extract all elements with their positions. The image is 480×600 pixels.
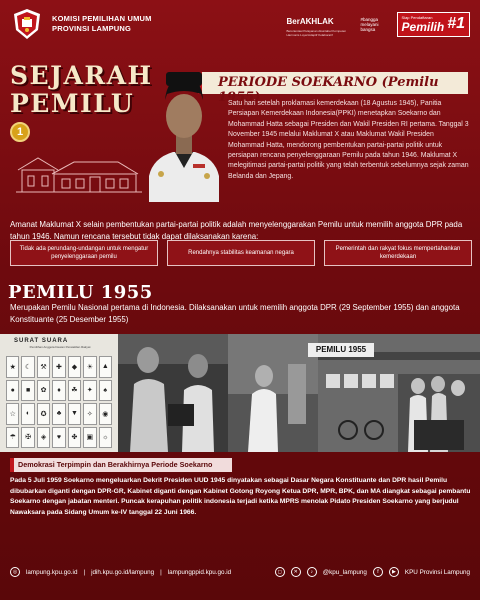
pemilu-number-one-logo	[397, 12, 470, 37]
party-symbol-icon: ♦	[52, 380, 65, 402]
party-symbol-icon: ▣	[83, 427, 96, 449]
demokrasi-body-text: Pada 5 Juli 1959 Soekarno mengeluarkan Dekrit Presiden UUD 1945 dinyatakan sebagai Dasar Negara Konstituante dan DPR hasil Pemilu dibubarkan diganti dengan DPR-GR, Kabinet diganti dengan Kabinet Gotong Royong Ketua DPR, MPR, BPK, dan MA diangkat sebagai pembantu Soekarno dengan jabatan menteri. Puncak kerapuhan politik indonesia terjadi ketika MPRS menolak Pidato Presiden Soekarno yang berjudul Nawaksara pada Sidang Umum ke-IV tanggal 22 Juni 1966.	[10, 477, 471, 516]
party-symbol-icon: ◐	[21, 403, 34, 425]
party-symbol-icon: ◆	[68, 356, 81, 378]
party-symbol-icon: ☂	[6, 427, 19, 449]
pemilu-1955-sign: PEMILU 1955	[308, 343, 374, 357]
tiktok-icon[interactable]: ♪	[307, 567, 317, 577]
pemilu-1955-body-text: Merupakan Pemilu Nasional pertama di Indonesia. Dilaksanakan untuk memilih anggota DPR (29 September 1955) dan anggota Konstituante (25 Desember 1955)	[10, 303, 460, 324]
party-symbol-icon: ☾	[21, 356, 34, 378]
title-line-2: PEMILU	[10, 89, 135, 118]
party-symbol-icon: ■	[21, 380, 34, 402]
pemilu1-big-text: Pemilih	[401, 19, 445, 34]
facebook-icon[interactable]: f	[373, 567, 383, 577]
section-number-badge: 1	[10, 122, 30, 142]
youtube-icon[interactable]: ▶	[389, 567, 399, 577]
title-line-1: SEJARAH	[10, 61, 153, 90]
party-symbol-icon: ✧	[83, 403, 96, 425]
reasons-list	[10, 240, 472, 268]
soekarno-portrait	[145, 64, 223, 202]
party-symbol-icon: ☘	[68, 380, 81, 402]
party-symbol-icon: ✤	[68, 427, 81, 449]
footer-divider: |	[160, 568, 162, 576]
party-symbol-icon: ★	[6, 356, 19, 378]
party-symbol-icon: ✠	[21, 427, 34, 449]
party-symbol-icon: ✦	[83, 380, 96, 402]
globe-icon: ◎	[10, 567, 20, 577]
pemilu-1955-heading: PEMILU 1955	[8, 282, 153, 303]
party-symbol-icon: ♠	[99, 380, 112, 402]
footer-link-site3[interactable]: lampungppid.kpu.go.id	[167, 568, 232, 576]
party-symbol-icon: ✿	[37, 380, 50, 402]
historical-photo-strip	[0, 334, 480, 452]
footer	[0, 556, 480, 588]
party-symbol-icon: ☆	[6, 403, 19, 425]
instagram-icon[interactable]: ◻	[275, 567, 285, 577]
amanat-text: Amanat Maklumat X selain pembentukan partai-partai politik adalah menyelenggarakan Pemilu untuk memilih anggota DPR pada tahun 1946. Namun rencana tersebut tidak dapat dilaksanakan karena:	[10, 220, 463, 241]
berakhlak-subtext: Berorientasi Pelayanan Akuntabel Kompeten Harmonis Loyal Adaptif Kolaboratif	[286, 29, 347, 37]
kpu-building-illustration	[14, 148, 144, 194]
party-symbol-icon: ●	[6, 380, 19, 402]
ballot-party-symbols	[6, 356, 112, 448]
org-line-1: KOMISI PEMILIHAN UMUM	[52, 14, 152, 23]
footer-social-handle[interactable]: @kpu_lampung	[322, 568, 367, 576]
party-symbol-icon: ♣	[52, 403, 65, 425]
footer-divider: |	[83, 568, 86, 576]
voting-scene-photos	[118, 334, 480, 452]
page-title	[10, 62, 153, 118]
header	[0, 0, 480, 48]
x-twitter-icon[interactable]: ✕	[291, 567, 301, 577]
party-symbol-icon: ✪	[37, 403, 50, 425]
reason-box: Tidak ada perundang-undangan untuk mengatur penyelenggaraan pemilu	[10, 240, 158, 266]
party-symbol-icon: ☼	[99, 427, 112, 449]
pemilu1-number: #1	[447, 15, 465, 32]
party-symbol-icon: ☀	[83, 356, 96, 378]
party-symbol-icon: ▲	[99, 356, 112, 378]
footer-page-name[interactable]: KPU Provinsi Lampung	[404, 568, 470, 576]
party-symbol-icon: ✚	[52, 356, 65, 378]
organization-name	[52, 14, 152, 34]
party-symbol-icon: ◈	[37, 427, 50, 449]
bangga-melayani-text: #bangga melayani bangsa	[360, 16, 379, 32]
reason-box: Rendahnya stabilitas keamanan negara	[167, 240, 315, 266]
footer-link-site2[interactable]: jdih.kpu.go.id/lampung	[91, 568, 155, 576]
demokrasi-heading: Demokrasi Terpimpin dan Berakhirnya Periode Soekarno	[10, 458, 232, 472]
berakhlak-text: BerAKHLAK	[286, 17, 334, 26]
party-symbol-icon: ♥	[52, 427, 65, 449]
ballot-subtitle: Pemilihan Anggota Dewan Perwakilan Rakyat	[29, 345, 91, 349]
footer-link-site1[interactable]: lampung.kpu.go.id	[26, 568, 78, 576]
periode-heading: PERIODE SOEKARNO (Pemilu 1955)	[218, 75, 439, 105]
pemilu1-small-text: Siap Pendaftaran	[401, 14, 433, 20]
party-symbol-icon: ◉	[99, 403, 112, 425]
berakhlak-logo	[287, 11, 355, 37]
ballot-paper-image	[0, 334, 118, 452]
org-line-2: PROVINSI LAMPUNG	[52, 24, 132, 33]
periode-body-text: Satu hari setelah proklamasi kemerdekaan (18 Agustus 1945), Panitia Persiapan Kemerdekaan Indonesia(PPKI) menetapkan Soekarno dan Mohammad Hatta sebagai Presiden dan Wakil Presiden RI pertama. Tanggal 3 November 1945 melalui Maklumat X atau Maklumat Wakil Presiden Mohammad Hatta, mendorong pembentukan partai-partai politik untuk persiapan rencana penyelenggaraan Pemilu pada tahun 1946. Maklumat X melegitimasi partai-partai politik yang telah terbentuk sebelumnya sejak zaman Belanda dan Jepang.	[228, 100, 469, 180]
brand-logos	[287, 12, 470, 36]
kpu-emblem-icon	[12, 8, 42, 40]
party-symbol-icon: ▼	[68, 403, 81, 425]
ballot-title: SURAT SUARA	[14, 338, 69, 344]
party-symbol-icon: ⚒	[37, 356, 50, 378]
reason-box: Pemerintah dan rakyat fokus mempertahankan kemerdekaan	[324, 240, 472, 266]
